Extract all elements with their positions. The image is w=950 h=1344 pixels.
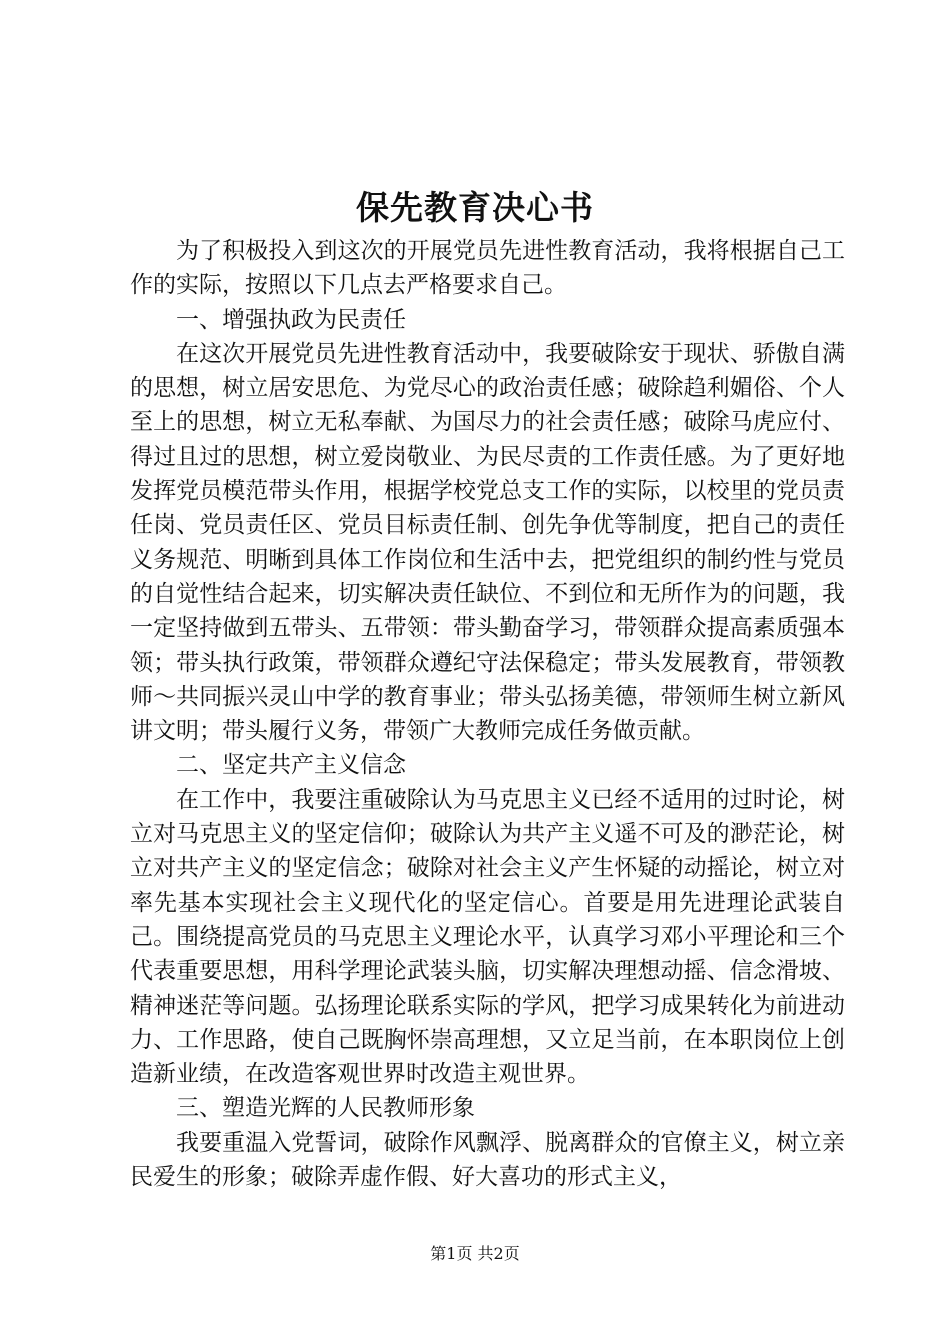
- page-footer: 第1页 共2页: [430, 1244, 520, 1263]
- section-heading-3: 三、塑造光辉的人民教师形象: [176, 1095, 475, 1122]
- section-heading-2: 二、坚定共产主义信念: [176, 752, 406, 779]
- section-paragraph-1: 在这次开展党员先进性教育活动中，我要破除安于现状、骄傲自满的思想，树立居安思危、为党尽心的政治责任感；破除趋利媚俗、个人至上的思想，树立无私奉献、为国尽力的社会责任感；破除马虎应付、得过且过的思想，树立爱岗敬业、为民尽责的工作责任感。为了更好地发挥党员模范带头作用，根据学校党总支工作的实际，以校里的党员责任岗、党员责任区、党员目标责任制、创先争优等制度，把自己的责任义务规范、明晰到具体工作岗位和生活中去，把党组织的制约性与党员的自觉性结合起来，切实解决责任缺位、不到位和无所作为的问题，我一定坚持做到五带头、五带领：带头勤奋学习，带领群众提高素质强本领；带头执行政策，带领群众遵纪守法保稳定；带头发展教育，带领教师～共同振兴灵山中学的教育事业；带头弘扬美德，带领师生树立新风讲文明；带头履行义务，带领广大教师完成任务做贡献。: [130, 340, 845, 745]
- section-paragraph-3: 我要重温入党誓词，破除作风飘浮、脱离群众的官僚主义，树立亲民爱生的形象；破除弄虚作假、好大喜功的形式主义，: [130, 1129, 845, 1191]
- document-title: 保先教育决心书: [356, 188, 594, 227]
- section-heading-1: 一、增强执政为民责任: [176, 306, 406, 333]
- section-paragraph-2: 在工作中，我要注重破除认为马克思主义已经不适用的过时论，树立对马克思主义的坚定信仰；破除认为共产主义遥不可及的渺茫论，树立对共产主义的坚定信念；破除对社会主义产生怀疑的动摇论，树立对率先基本实现社会主义现代化的坚定信心。首要是用先进理论武装自己。围绕提高党员的马克思主义理论水平，认真学习邓小平理论和三个代表重要思想，用科学理论武装头脑，切实解决理想动摇、信念滑坡、精神迷茫等问题。弘扬理论联系实际的学风，把学习成果转化为前进动力、工作思路，使自己既胸怀崇高理想，又立足当前，在本职岗位上创造新业绩，在改造客观世界时改造主观世界。: [130, 786, 845, 1088]
- intro-paragraph: 为了积极投入到这次的开展党员先进性教育活动，我将根据自己工作的实际，按照以下几点去严格要求自己。: [130, 238, 845, 299]
- document-body: [130, 234, 845, 1194]
